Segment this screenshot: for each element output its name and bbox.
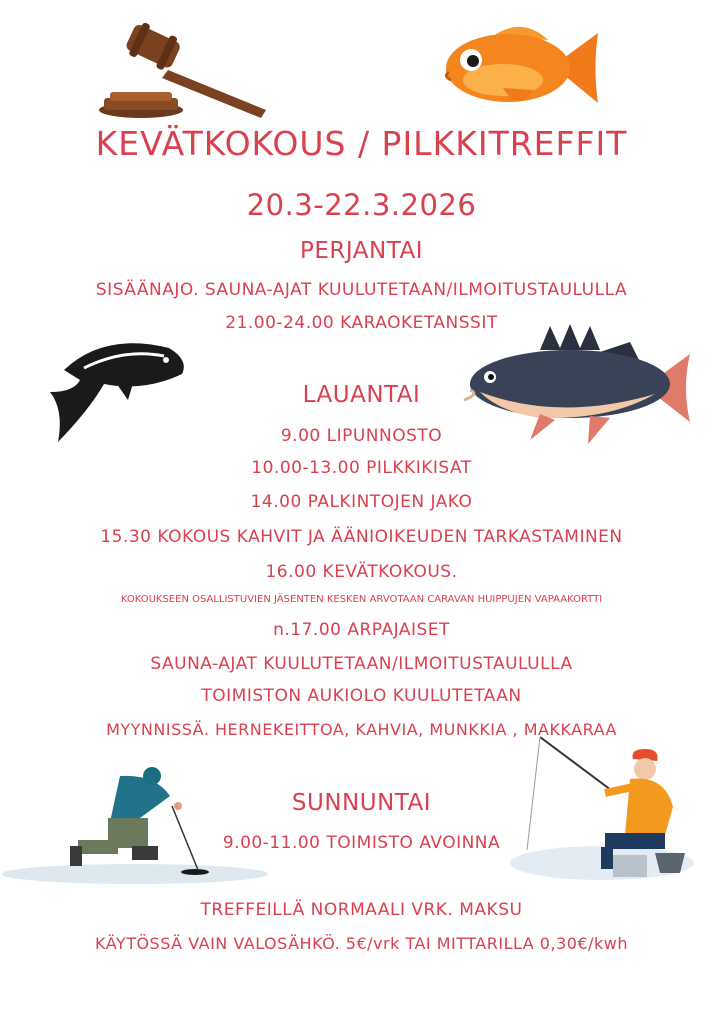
saturday-heading: LAUANTAI: [302, 382, 421, 408]
saturday-line-7: n.17.00 ARPAJAISET: [273, 620, 450, 640]
saturday-line-4: 15.30 KOKOUS KAHVIT JA ÄÄNIOIKEUDEN TARKASTAMINEN: [100, 527, 623, 547]
gavel-icon: [96, 22, 276, 122]
saturday-line-9: TOIMISTON AUKIOLO KUULUTETAAN: [201, 686, 522, 706]
footer-line-1: TREFFEILLÄ NORMAALI VRK. MAKSU: [200, 900, 523, 920]
saturday-line-8: SAUNA-AJAT KUULUTETAAN/ILMOITUSTAULULLA: [150, 654, 573, 674]
sunday-line-1: 9.00-11.00 TOIMISTO AVOINNA: [222, 833, 501, 853]
sunday-heading: SUNNUNTAI: [291, 790, 432, 816]
saturday-line-1: 9.00 LIPUNNOSTO: [280, 426, 443, 446]
saturday-line-3: 14.00 PALKINTOJEN JAKO: [250, 492, 473, 512]
saturday-line-10: MYYNNISSÄ. HERNEKEITTOA, KAHVIA, MUNKKIA , MAKKARAA: [106, 720, 617, 739]
saturday-line-5: 16.00 KEVÄTKOKOUS.: [265, 562, 458, 582]
ice-fisherman-left-icon: [0, 762, 270, 887]
friday-line-1: SISÄÄNAJO. SAUNA-AJAT KUULUTETAAN/ILMOITUSTAULULLA: [95, 280, 628, 300]
saturday-line-6: KOKOUKSEEN OSALLISTUVIEN JÄSENTEN KESKEN ARVOTAAN CARAVAN HUIPPUJEN VAPAAKORTTI: [120, 594, 603, 605]
goldfish-icon: [433, 18, 603, 118]
friday-heading: PERJANTAI: [300, 238, 423, 264]
saturday-line-2: 10.00-13.00 PILKKIKISAT: [251, 458, 472, 478]
friday-line-2: 21.00-24.00 KARAOKETANSSIT: [225, 313, 498, 333]
footer-line-2: KÄYTÖSSÄ VAIN VALOSÄHKÖ. 5€/vrk TAI MITTARILLA 0,30€/kwh: [95, 934, 628, 953]
poster-title: KEVÄTKOKOUS / PILKKITREFFIT: [95, 124, 628, 163]
event-date: 20.3-22.3.2026: [246, 188, 477, 222]
